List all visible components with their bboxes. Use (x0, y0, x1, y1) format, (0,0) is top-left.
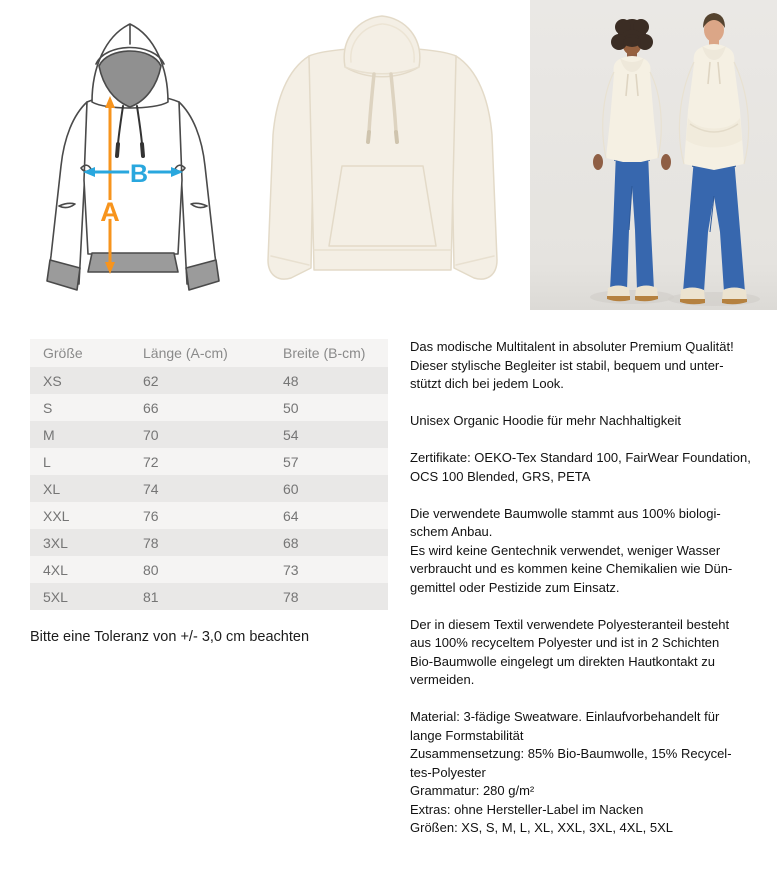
table-cell: 50 (283, 399, 299, 416)
table-cell: 4XL (43, 561, 68, 578)
description-line: Material: 3-fädige Sweatware. Einlaufvorbehandelt für (410, 709, 720, 724)
table-cell: M (43, 426, 55, 443)
photo-hood (344, 16, 420, 77)
table-cell: 72 (143, 453, 159, 470)
measure-label-a: A (100, 197, 120, 227)
table-cell: 60 (283, 480, 299, 497)
table-row (30, 529, 388, 556)
description-line: aus 100% recyceltem Polyester und ist in 2 Schichten (410, 635, 720, 650)
table-cell: 62 (143, 372, 159, 389)
product-description (410, 338, 775, 838)
table-cell: 78 (283, 588, 299, 605)
description-line: stützt dich bei jedem Look. (410, 376, 564, 391)
table-row (30, 448, 388, 475)
table-cell: S (43, 399, 53, 416)
description-gap (410, 486, 775, 505)
description-line: tes-Polyester (410, 764, 486, 780)
table-cell: 66 (143, 399, 159, 416)
description-line: verbraucht und es kommen keine Chemikalien wie Dün- (410, 561, 733, 576)
table-cell: 3XL (43, 534, 68, 551)
description-line: Dieser stylische Begleiter ist stabil, bequem und unter- (410, 357, 724, 373)
diagram-left-sleeve (50, 102, 87, 284)
measure-label-b: B (129, 160, 149, 188)
table-cell: L (43, 453, 51, 470)
description-line: Es wird keine Gentechnik verwendet, weniger Wasser (410, 542, 721, 558)
description-line: schem Anbau. (410, 524, 493, 539)
description-line: Unisex Organic Hoodie für mehr Nachhaltigkeit (410, 413, 681, 428)
table-cell: 73 (283, 561, 299, 578)
table-row (30, 421, 388, 448)
photo-left-sleeve (268, 56, 313, 279)
diagram-right-sleeve (179, 102, 216, 284)
size-table-body (30, 367, 388, 610)
column-header: Länge (A-cm) (143, 345, 228, 361)
description-gap (410, 597, 775, 616)
table-cell: 48 (283, 372, 299, 389)
table-cell: 76 (143, 507, 159, 524)
table-cell: 70 (143, 426, 159, 443)
table-cell: 81 (143, 588, 159, 605)
description-line: vermeiden. (410, 672, 475, 687)
description-line: Das modische Multitalent in absoluter Premium Qualität! (410, 339, 734, 354)
table-row (30, 475, 388, 502)
table-cell: 74 (143, 480, 159, 497)
description-line: lange Formstabilität (410, 727, 524, 743)
description-line: Der in diesem Textil verwendete Polyesteranteil besteht (410, 616, 730, 632)
photo-right-sleeve (452, 56, 497, 279)
table-row (30, 367, 388, 394)
description-line: OCS 100 Blended, GRS, PETA (410, 468, 591, 484)
description-gap (410, 394, 775, 413)
table-cell: 80 (143, 561, 159, 578)
table-row (30, 583, 388, 610)
table-cell: XXL (43, 507, 70, 524)
table-cell: 64 (283, 507, 299, 524)
table-row (30, 502, 388, 529)
description-gap (410, 431, 775, 450)
description-line: Bio-Baumwolle eingelegt um direkten Hautkontakt zu (410, 653, 715, 669)
description-line: gemittel oder Pestizide zum Einsatz. (410, 579, 620, 595)
description-line: Zusammensetzung: 85% Bio-Baumwolle, 15% Recycel- (410, 746, 732, 761)
tolerance-note: Bitte eine Toleranz von +/- 3,0 cm beachten (30, 629, 310, 645)
table-cell: 68 (283, 534, 299, 551)
description-gap (410, 690, 775, 709)
hoodie-measurement-diagram (35, 20, 235, 295)
size-table (30, 339, 388, 610)
description-line: Extras: ohne Hersteller-Label im Nacken (410, 801, 644, 817)
table-cell: XS (43, 372, 62, 389)
hoodie-product-photo (245, 10, 520, 310)
description-line: Grammatur: 280 g/m² (410, 783, 535, 798)
size-table-header (30, 339, 388, 367)
table-row (30, 394, 388, 421)
table-cell: 78 (143, 534, 159, 551)
description-line: Die verwendete Baumwolle stammt aus 100% biologi- (410, 505, 721, 521)
description-line: Zertifikate: OEKO-Tex Standard 100, FairWear Foundation, (410, 450, 751, 465)
column-header: Breite (B-cm) (283, 345, 366, 361)
column-header: Größe (43, 345, 83, 361)
table-cell: 57 (283, 453, 299, 470)
floor-shadow-woman (590, 290, 674, 304)
photo-kangaroo-pocket (329, 166, 436, 246)
diagram-hem-band (88, 253, 178, 272)
table-cell: XL (43, 480, 61, 497)
table-cell: 5XL (43, 588, 68, 605)
table-cell: 54 (283, 426, 299, 443)
description-line: Größen: XS, S, M, L, XL, XXL, 3XL, 4XL, 5XL (410, 820, 674, 835)
models-photo (530, 0, 777, 310)
table-row (30, 556, 388, 583)
